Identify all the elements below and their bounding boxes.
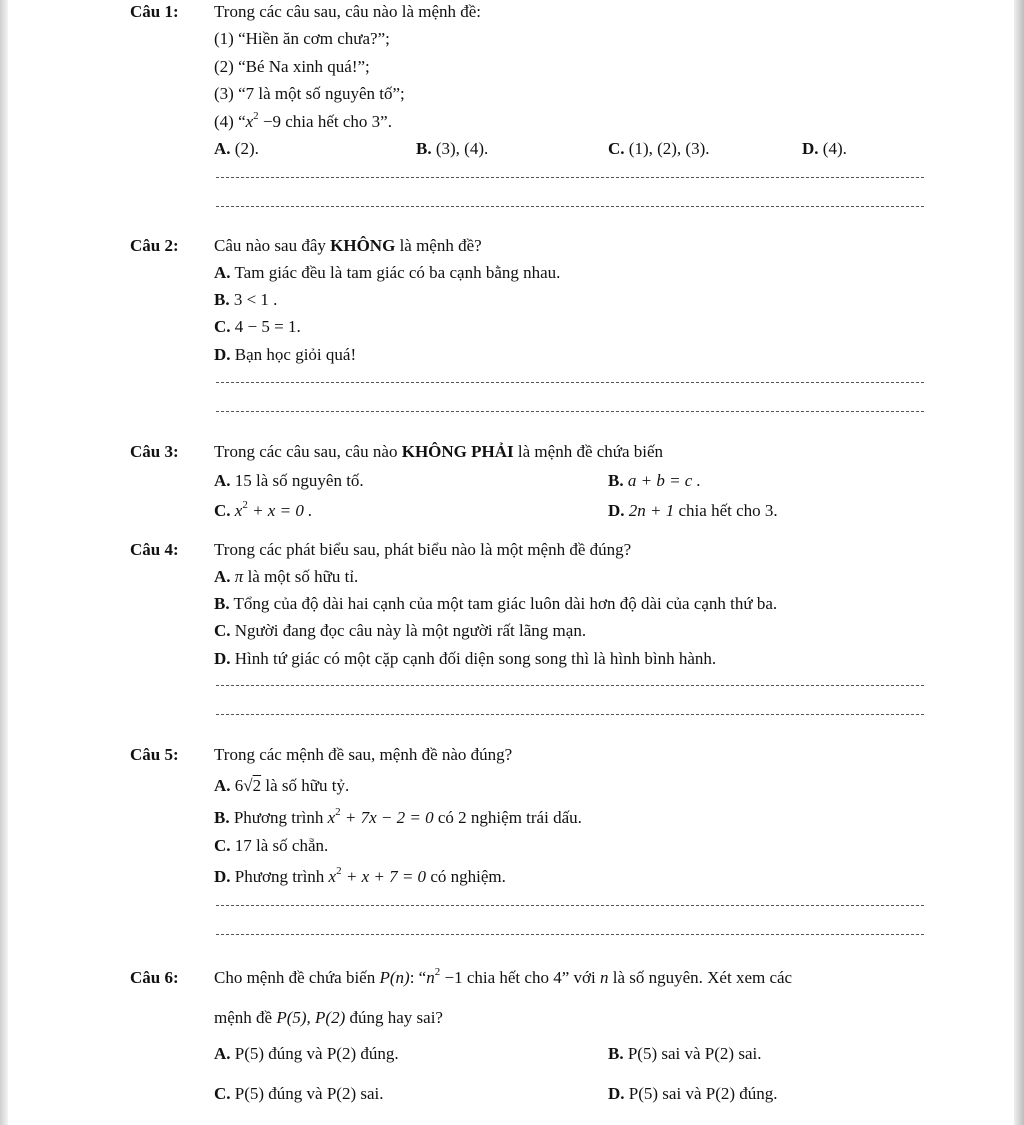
option-text: P(5) đúng và P(2) sai.: [234, 1084, 384, 1103]
question-number: Câu 2:: [130, 236, 179, 255]
option-text: Bạn học giỏi quá!: [234, 345, 357, 364]
math-exponent: 2: [253, 110, 259, 123]
option-label: B.: [214, 594, 230, 613]
option-text: Hình tứ giác có một cặp cạnh đối diện song song thì là hình bình hành.: [234, 649, 717, 668]
option-d: [802, 139, 847, 159]
option-c: [214, 836, 328, 856]
option-a: [214, 471, 364, 491]
option-c: [214, 501, 312, 521]
question-stem-continued: [214, 1008, 443, 1028]
math-variable: x: [327, 808, 336, 827]
option-b: [214, 808, 582, 828]
math-exponent: 2: [242, 499, 248, 512]
option-text: P(5) sai và P(2) đúng.: [628, 1084, 778, 1103]
option-text: 4 − 5 = 1.: [234, 317, 301, 336]
statement-1: (1) “Hiền ăn cơm chưa?”;: [214, 29, 390, 48]
answer-line: [216, 905, 924, 906]
answer-line: [216, 934, 924, 935]
option-d: [214, 649, 716, 669]
statement-3: (3) “7 là một số nguyên tố”;: [214, 84, 405, 103]
option-text: Người đang đọc câu này là một người rất lãng mạn.: [234, 621, 587, 640]
answer-line: [216, 685, 924, 686]
page-left-edge: [0, 0, 8, 1125]
math-term: −9: [258, 112, 282, 131]
option-label: B.: [214, 290, 230, 309]
option-text: Tổng của độ dài hai cạnh của một tam giác luôn dài hơn độ dài của cạnh thứ ba.: [233, 594, 778, 613]
option-label: C.: [214, 317, 231, 336]
stem-text: đúng hay sai?: [345, 1008, 443, 1027]
option-text: là một số hữu tỉ.: [243, 567, 359, 586]
option-label: B.: [416, 139, 432, 158]
option-b: [608, 1044, 761, 1064]
option-text: (4).: [822, 139, 847, 158]
option-c: [214, 1084, 384, 1104]
question-number: Câu 6:: [130, 968, 179, 987]
option-c: [214, 621, 586, 641]
math-variable: x: [245, 112, 254, 131]
option-label: A.: [214, 471, 231, 490]
stem-emphasis: KHÔNG: [330, 236, 396, 255]
question-stem: [214, 236, 482, 256]
math-exponent: 2: [335, 806, 341, 819]
question-stem: [214, 968, 792, 988]
option-label: D.: [802, 139, 819, 158]
option-text: + x = 0 .: [247, 501, 313, 520]
option-c: [608, 139, 710, 159]
option-d: [608, 501, 778, 521]
option-text: có 2 nghiệm trái dấu.: [433, 808, 582, 827]
option-label: B.: [608, 471, 624, 490]
math-exponent: 2: [434, 966, 441, 979]
option-label: C.: [214, 621, 231, 640]
option-text: a + b = c .: [627, 471, 701, 490]
statement-4-prefix: (4) “: [214, 112, 246, 131]
answer-line: [216, 177, 924, 178]
math-variable: n: [599, 968, 609, 987]
question-number: Câu 5:: [130, 745, 179, 764]
option-label: D.: [608, 501, 625, 520]
option-text: (2).: [234, 139, 259, 158]
option-label: D.: [608, 1084, 625, 1103]
option-text: là số hữu tỷ.: [261, 776, 350, 795]
stem-text: Câu nào sau đây: [214, 236, 331, 255]
option-a: [214, 1044, 399, 1064]
math-variable: x: [328, 867, 337, 886]
option-label: D.: [214, 867, 231, 886]
option-label: A.: [214, 567, 231, 586]
option-a: [214, 263, 560, 283]
option-text: Phương trình: [234, 867, 329, 886]
math-variable: x: [234, 501, 243, 520]
page-right-edge: [1014, 0, 1024, 1125]
pi-symbol: π: [234, 567, 244, 586]
answer-line: [216, 206, 924, 207]
stem-text: Cho mệnh đề chứa biến: [214, 968, 380, 987]
option-label: D.: [214, 345, 231, 364]
math-expression: P(n): [379, 968, 410, 987]
option-label: A.: [214, 263, 231, 282]
option-a: [214, 776, 349, 796]
statement-4: [214, 112, 392, 132]
option-b: [416, 139, 488, 159]
option-text: 3 < 1 .: [233, 290, 278, 309]
math-variable: n: [426, 968, 435, 987]
option-d: [608, 1084, 778, 1104]
option-label: B.: [214, 808, 230, 827]
option-text: 15 là số nguyên tố.: [234, 471, 364, 490]
option-text: P(5) đúng và P(2) đúng.: [234, 1044, 399, 1063]
question-number: Câu 4:: [130, 540, 179, 559]
sqrt-radicand: 2: [252, 776, 262, 795]
option-text: Tam giác đều là tam giác có ba cạnh bằng nhau.: [234, 263, 561, 282]
math-expression: + 7x − 2 = 0: [340, 808, 434, 827]
option-text: có nghiệm.: [426, 867, 506, 886]
option-a: [214, 567, 358, 587]
option-text: P(5) sai và P(2) sai.: [627, 1044, 762, 1063]
option-text: (3), (4).: [435, 139, 489, 158]
option-text: (1), (2), (3).: [628, 139, 710, 158]
option-b: [214, 594, 777, 614]
question-number: Câu 3:: [130, 442, 179, 461]
option-text: Phương trình: [233, 808, 328, 827]
math-expression: P(5), P(2): [276, 1008, 346, 1027]
option-text: chia hết cho 3.: [674, 501, 778, 520]
stem-text: là số nguyên. Xét xem các: [608, 968, 793, 987]
stem-emphasis: KHÔNG PHẢI: [401, 442, 514, 461]
stem-text: là mệnh đề?: [395, 236, 482, 255]
option-d: [214, 867, 506, 887]
statement-2: (2) “Bé Na xinh quá!”;: [214, 57, 370, 76]
answer-line: [216, 382, 924, 383]
question-stem: [214, 442, 663, 462]
question-number: Câu 1:: [130, 2, 179, 21]
math-exponent: 2: [336, 865, 342, 878]
question-stem: Trong các câu sau, câu nào là mệnh đề:: [214, 2, 482, 21]
option-label: A.: [214, 1044, 231, 1063]
answer-line: [216, 411, 924, 412]
stem-text: −1 chia hết cho 4” với: [440, 968, 600, 987]
stem-text: : “: [409, 968, 427, 987]
option-b: [214, 290, 277, 310]
option-b: [608, 471, 701, 491]
math-expression: 2n + 1: [628, 501, 675, 520]
option-label: C.: [214, 501, 231, 520]
stem-text: là mệnh đề chứa biến: [513, 442, 664, 461]
stem-text: Trong các câu sau, câu nào: [214, 442, 402, 461]
statement-4-suffix: chia hết cho 3”.: [281, 112, 392, 131]
option-label: C.: [214, 1084, 231, 1103]
option-label: C.: [608, 139, 625, 158]
stem-text: mệnh đề: [214, 1008, 277, 1027]
option-label: B.: [608, 1044, 624, 1063]
option-label: D.: [214, 649, 231, 668]
question-stem: Trong các mệnh đề sau, mệnh đề nào đúng?: [214, 745, 513, 764]
option-text: 17 là số chẵn.: [234, 836, 329, 855]
option-label: C.: [214, 836, 231, 855]
option-a: [214, 139, 259, 159]
option-d: [214, 345, 356, 365]
option-label: A.: [214, 139, 231, 158]
math-expression: + x + 7 = 0: [341, 867, 427, 886]
answer-line: [216, 714, 924, 715]
option-label: A.: [214, 776, 231, 795]
option-c: [214, 317, 301, 337]
sqrt-coefficient: 6√: [234, 776, 253, 795]
question-stem: Trong các phát biểu sau, phát biểu nào là một mệnh đề đúng?: [214, 540, 632, 559]
